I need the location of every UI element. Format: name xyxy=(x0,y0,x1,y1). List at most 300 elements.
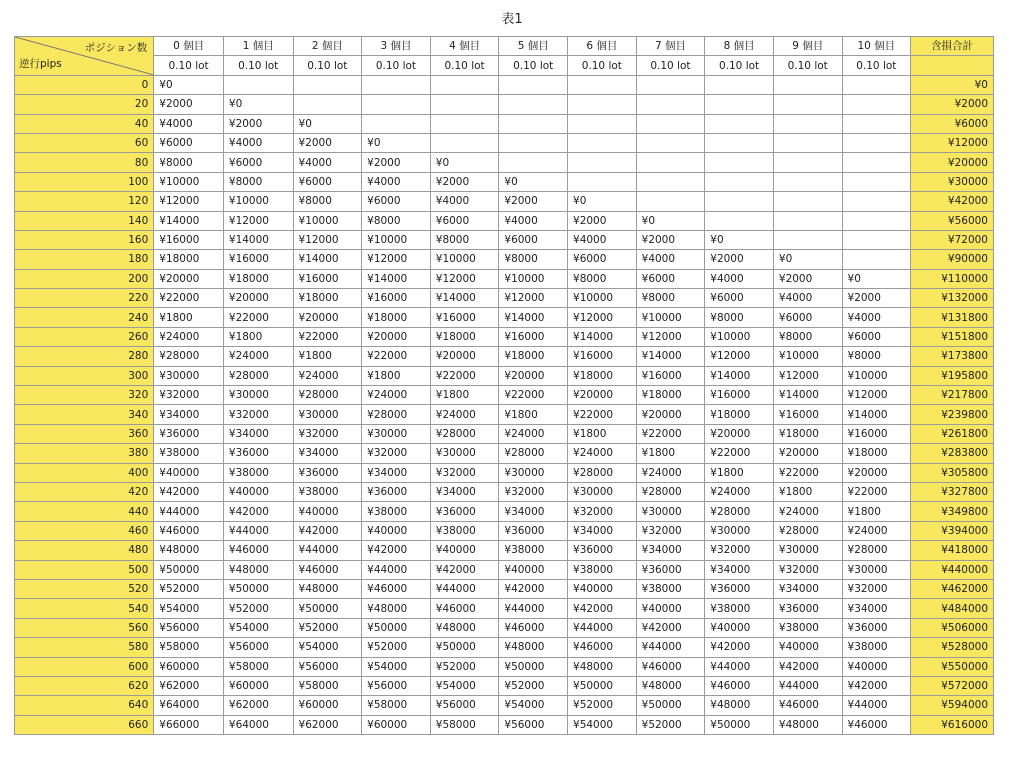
loss-cell: ¥4000 xyxy=(568,230,637,249)
loss-cell: ¥44000 xyxy=(362,560,431,579)
loss-cell: ¥0 xyxy=(430,153,499,172)
pips-cell: 480 xyxy=(15,541,154,560)
loss-cell: ¥46000 xyxy=(362,579,431,598)
loss-cell: ¥24000 xyxy=(430,405,499,424)
loss-cell xyxy=(773,172,842,191)
loss-cell: ¥12000 xyxy=(362,250,431,269)
table-row xyxy=(15,676,994,695)
loss-cell: ¥16000 xyxy=(705,386,774,405)
loss-cell: ¥0 xyxy=(223,95,293,114)
loss-cell: ¥58000 xyxy=(362,696,431,715)
loss-cell: ¥24000 xyxy=(842,521,911,540)
loss-cell: ¥22000 xyxy=(773,463,842,482)
table-row xyxy=(15,424,994,443)
loss-cell xyxy=(636,172,705,191)
loss-cell: ¥20000 xyxy=(223,289,293,308)
loss-cell: ¥18000 xyxy=(705,405,774,424)
loss-cell: ¥14000 xyxy=(568,327,637,346)
loss-cell: ¥56000 xyxy=(223,638,293,657)
loss-cell: ¥4000 xyxy=(223,133,293,152)
loss-cell: ¥12000 xyxy=(636,327,705,346)
table-row xyxy=(15,541,994,560)
table-row xyxy=(15,153,994,172)
table-row xyxy=(15,95,994,114)
loss-cell: ¥52000 xyxy=(293,618,362,637)
table-row xyxy=(15,133,994,152)
loss-cell xyxy=(773,211,842,230)
loss-cell: ¥8000 xyxy=(499,250,568,269)
loss-cell: ¥16000 xyxy=(773,405,842,424)
loss-cell: ¥50000 xyxy=(568,676,637,695)
loss-table xyxy=(14,36,994,735)
loss-cell xyxy=(499,95,568,114)
total-cell: ¥550000 xyxy=(911,657,994,676)
loss-cell: ¥34000 xyxy=(842,599,911,618)
loss-cell: ¥4000 xyxy=(293,153,362,172)
loss-cell xyxy=(362,75,431,94)
loss-cell: ¥16000 xyxy=(223,250,293,269)
table-row xyxy=(15,269,994,288)
loss-cell: ¥44000 xyxy=(154,502,224,521)
total-cell: ¥195800 xyxy=(911,366,994,385)
total-cell: ¥30000 xyxy=(911,172,994,191)
loss-cell xyxy=(293,75,362,94)
table-row xyxy=(15,230,994,249)
loss-cell: ¥32000 xyxy=(705,541,774,560)
loss-cell: ¥14000 xyxy=(773,386,842,405)
loss-cell: ¥44000 xyxy=(773,676,842,695)
loss-cell: ¥62000 xyxy=(293,715,362,734)
table-row xyxy=(15,482,994,501)
loss-cell: ¥30000 xyxy=(293,405,362,424)
loss-cell: ¥30000 xyxy=(430,444,499,463)
loss-cell xyxy=(705,133,774,152)
loss-cell: ¥52000 xyxy=(362,638,431,657)
loss-cell: ¥60000 xyxy=(362,715,431,734)
total-cell: ¥462000 xyxy=(911,579,994,598)
loss-cell: ¥10000 xyxy=(293,211,362,230)
pips-cell: 260 xyxy=(15,327,154,346)
loss-cell: ¥48000 xyxy=(430,618,499,637)
total-cell: ¥394000 xyxy=(911,521,994,540)
loss-cell: ¥6000 xyxy=(842,327,911,346)
loss-cell: ¥44000 xyxy=(293,541,362,560)
loss-cell: ¥30000 xyxy=(223,386,293,405)
loss-cell: ¥2000 xyxy=(636,230,705,249)
total-cell: ¥132000 xyxy=(911,289,994,308)
loss-cell: ¥20000 xyxy=(705,424,774,443)
table-title: 表1 xyxy=(501,12,523,27)
loss-cell: ¥56000 xyxy=(499,715,568,734)
lot-size-cell: 0.10 lot xyxy=(362,56,431,75)
total-cell: ¥173800 xyxy=(911,347,994,366)
loss-cell: ¥1800 xyxy=(636,444,705,463)
loss-cell: ¥14000 xyxy=(430,289,499,308)
loss-cell: ¥34000 xyxy=(154,405,224,424)
loss-cell: ¥1800 xyxy=(223,327,293,346)
loss-cell: ¥28000 xyxy=(636,482,705,501)
total-cell: ¥90000 xyxy=(911,250,994,269)
loss-cell xyxy=(842,133,911,152)
loss-cell: ¥12000 xyxy=(154,192,224,211)
loss-cell: ¥4000 xyxy=(154,114,224,133)
pips-cell: 400 xyxy=(15,463,154,482)
loss-cell: ¥18000 xyxy=(154,250,224,269)
loss-cell: ¥0 xyxy=(154,75,224,94)
table-row xyxy=(15,560,994,579)
loss-cell: ¥58000 xyxy=(293,676,362,695)
loss-cell: ¥28000 xyxy=(842,541,911,560)
total-cell: ¥616000 xyxy=(911,715,994,734)
loss-cell: ¥54000 xyxy=(568,715,637,734)
loss-cell: ¥8000 xyxy=(362,211,431,230)
loss-cell: ¥58000 xyxy=(430,715,499,734)
loss-cell: ¥8000 xyxy=(223,172,293,191)
total-cell: ¥110000 xyxy=(911,269,994,288)
loss-cell: ¥44000 xyxy=(223,521,293,540)
lot-size-cell: 0.10 lot xyxy=(430,56,499,75)
loss-cell: ¥44000 xyxy=(499,599,568,618)
loss-cell: ¥0 xyxy=(842,269,911,288)
loss-cell: ¥14000 xyxy=(842,405,911,424)
position-header: 9 個目 xyxy=(773,37,842,56)
loss-cell xyxy=(499,75,568,94)
loss-cell: ¥58000 xyxy=(154,638,224,657)
loss-cell: ¥38000 xyxy=(705,599,774,618)
loss-cell: ¥42000 xyxy=(636,618,705,637)
loss-cell: ¥52000 xyxy=(499,676,568,695)
loss-cell: ¥34000 xyxy=(499,502,568,521)
loss-cell xyxy=(842,211,911,230)
loss-cell: ¥4000 xyxy=(705,269,774,288)
loss-cell xyxy=(362,114,431,133)
loss-cell: ¥0 xyxy=(773,250,842,269)
loss-cell xyxy=(636,153,705,172)
table-row xyxy=(15,327,994,346)
loss-cell: ¥8000 xyxy=(842,347,911,366)
loss-cell: ¥10000 xyxy=(362,230,431,249)
pips-cell: 640 xyxy=(15,696,154,715)
loss-cell: ¥38000 xyxy=(773,618,842,637)
loss-cell: ¥30000 xyxy=(154,366,224,385)
pips-cell: 500 xyxy=(15,560,154,579)
loss-cell: ¥40000 xyxy=(293,502,362,521)
loss-cell: ¥52000 xyxy=(636,715,705,734)
loss-cell: ¥30000 xyxy=(568,482,637,501)
loss-cell: ¥32000 xyxy=(568,502,637,521)
position-header: 0 個目 xyxy=(154,37,224,56)
lot-size-cell: 0.10 lot xyxy=(293,56,362,75)
loss-cell: ¥48000 xyxy=(773,715,842,734)
pips-cell: 240 xyxy=(15,308,154,327)
loss-cell: ¥12000 xyxy=(293,230,362,249)
loss-cell: ¥48000 xyxy=(568,657,637,676)
loss-cell xyxy=(773,230,842,249)
loss-cell: ¥28000 xyxy=(773,521,842,540)
loss-cell: ¥2000 xyxy=(430,172,499,191)
loss-cell: ¥20000 xyxy=(362,327,431,346)
loss-cell: ¥40000 xyxy=(362,521,431,540)
position-header: 2 個目 xyxy=(293,37,362,56)
loss-cell: ¥18000 xyxy=(773,424,842,443)
loss-cell xyxy=(568,172,637,191)
loss-cell: ¥36000 xyxy=(499,521,568,540)
position-header: 3 個目 xyxy=(362,37,431,56)
loss-cell: ¥8000 xyxy=(568,269,637,288)
total-cell: ¥56000 xyxy=(911,211,994,230)
loss-cell xyxy=(499,153,568,172)
loss-cell: ¥28000 xyxy=(705,502,774,521)
loss-cell: ¥46000 xyxy=(154,521,224,540)
total-cell: ¥594000 xyxy=(911,696,994,715)
loss-cell: ¥14000 xyxy=(293,250,362,269)
loss-cell: ¥12000 xyxy=(568,308,637,327)
pips-cell: 160 xyxy=(15,230,154,249)
loss-cell: ¥24000 xyxy=(773,502,842,521)
loss-cell: ¥10000 xyxy=(773,347,842,366)
loss-cell: ¥16000 xyxy=(362,289,431,308)
loss-cell: ¥56000 xyxy=(362,676,431,695)
loss-cell: ¥4000 xyxy=(636,250,705,269)
loss-cell: ¥1800 xyxy=(842,502,911,521)
loss-cell: ¥46000 xyxy=(705,676,774,695)
loss-cell: ¥48000 xyxy=(223,560,293,579)
pips-cell: 600 xyxy=(15,657,154,676)
loss-cell: ¥38000 xyxy=(154,444,224,463)
loss-cell: ¥6000 xyxy=(430,211,499,230)
loss-cell: ¥50000 xyxy=(293,599,362,618)
loss-cell xyxy=(223,75,293,94)
loss-cell: ¥4000 xyxy=(430,192,499,211)
loss-cell: ¥60000 xyxy=(293,696,362,715)
loss-cell: ¥22000 xyxy=(154,289,224,308)
loss-cell: ¥50000 xyxy=(636,696,705,715)
loss-cell: ¥40000 xyxy=(568,579,637,598)
total-cell: ¥572000 xyxy=(911,676,994,695)
loss-cell: ¥0 xyxy=(362,133,431,152)
loss-cell: ¥14000 xyxy=(223,230,293,249)
loss-cell: ¥4000 xyxy=(842,308,911,327)
loss-cell: ¥22000 xyxy=(499,386,568,405)
total-cell: ¥305800 xyxy=(911,463,994,482)
total-cell: ¥484000 xyxy=(911,599,994,618)
loss-cell: ¥24000 xyxy=(568,444,637,463)
loss-cell: ¥38000 xyxy=(636,579,705,598)
table-row xyxy=(15,172,994,191)
loss-cell: ¥36000 xyxy=(362,482,431,501)
corner-label-pips: 逆行pips xyxy=(19,57,62,70)
loss-cell: ¥32000 xyxy=(430,463,499,482)
loss-cell: ¥50000 xyxy=(499,657,568,676)
position-header: 1 個目 xyxy=(223,37,293,56)
loss-cell: ¥0 xyxy=(499,172,568,191)
loss-cell: ¥10000 xyxy=(636,308,705,327)
loss-cell: ¥38000 xyxy=(430,521,499,540)
total-cell: ¥72000 xyxy=(911,230,994,249)
loss-cell: ¥60000 xyxy=(154,657,224,676)
loss-cell: ¥42000 xyxy=(705,638,774,657)
loss-cell: ¥22000 xyxy=(842,482,911,501)
position-header: 4 個目 xyxy=(430,37,499,56)
loss-cell: ¥32000 xyxy=(499,482,568,501)
loss-cell: ¥8000 xyxy=(293,192,362,211)
loss-cell: ¥6000 xyxy=(362,192,431,211)
loss-cell xyxy=(842,250,911,269)
loss-cell: ¥36000 xyxy=(223,444,293,463)
loss-cell: ¥22000 xyxy=(636,424,705,443)
loss-cell: ¥42000 xyxy=(430,560,499,579)
loss-cell: ¥48000 xyxy=(499,638,568,657)
loss-cell: ¥40000 xyxy=(842,657,911,676)
loss-cell: ¥66000 xyxy=(154,715,224,734)
pips-cell: 520 xyxy=(15,579,154,598)
pips-cell: 540 xyxy=(15,599,154,618)
loss-cell: ¥52000 xyxy=(223,599,293,618)
loss-cell: ¥40000 xyxy=(636,599,705,618)
loss-cell xyxy=(773,75,842,94)
loss-cell: ¥32000 xyxy=(293,424,362,443)
loss-cell: ¥30000 xyxy=(842,560,911,579)
lot-size-cell: 0.10 lot xyxy=(499,56,568,75)
table-row xyxy=(15,405,994,424)
loss-cell: ¥48000 xyxy=(362,599,431,618)
loss-cell: ¥28000 xyxy=(223,366,293,385)
pips-cell: 380 xyxy=(15,444,154,463)
loss-cell: ¥18000 xyxy=(568,366,637,385)
loss-cell: ¥1800 xyxy=(499,405,568,424)
loss-cell: ¥62000 xyxy=(154,676,224,695)
loss-cell: ¥32000 xyxy=(223,405,293,424)
loss-cell: ¥30000 xyxy=(636,502,705,521)
loss-cell: ¥36000 xyxy=(430,502,499,521)
loss-cell: ¥12000 xyxy=(499,289,568,308)
loss-cell: ¥36000 xyxy=(154,424,224,443)
total-cell: ¥6000 xyxy=(911,114,994,133)
loss-cell: ¥24000 xyxy=(705,482,774,501)
loss-cell: ¥44000 xyxy=(430,579,499,598)
loss-cell: ¥36000 xyxy=(773,599,842,618)
loss-cell: ¥36000 xyxy=(293,463,362,482)
loss-cell: ¥22000 xyxy=(362,347,431,366)
loss-cell: ¥8000 xyxy=(773,327,842,346)
loss-cell xyxy=(568,75,637,94)
loss-cell: ¥20000 xyxy=(154,269,224,288)
total-cell: ¥440000 xyxy=(911,560,994,579)
table-row xyxy=(15,250,994,269)
loss-cell: ¥0 xyxy=(293,114,362,133)
loss-cell: ¥12000 xyxy=(773,366,842,385)
loss-cell: ¥32000 xyxy=(636,521,705,540)
table-row xyxy=(15,657,994,676)
loss-cell: ¥42000 xyxy=(499,579,568,598)
loss-cell: ¥18000 xyxy=(636,386,705,405)
pips-cell: 560 xyxy=(15,618,154,637)
loss-cell xyxy=(636,114,705,133)
loss-cell: ¥10000 xyxy=(568,289,637,308)
loss-cell: ¥28000 xyxy=(154,347,224,366)
loss-cell: ¥56000 xyxy=(293,657,362,676)
loss-cell: ¥2000 xyxy=(293,133,362,152)
loss-cell: ¥38000 xyxy=(362,502,431,521)
loss-cell: ¥50000 xyxy=(154,560,224,579)
loss-cell: ¥8000 xyxy=(430,230,499,249)
table-row xyxy=(15,638,994,657)
pips-cell: 320 xyxy=(15,386,154,405)
loss-cell: ¥34000 xyxy=(773,579,842,598)
loss-cell xyxy=(362,95,431,114)
loss-cell: ¥20000 xyxy=(430,347,499,366)
loss-cell: ¥14000 xyxy=(705,366,774,385)
pips-cell: 0 xyxy=(15,75,154,94)
pips-cell: 620 xyxy=(15,676,154,695)
loss-cell: ¥42000 xyxy=(842,676,911,695)
loss-cell: ¥28000 xyxy=(499,444,568,463)
loss-cell: ¥10000 xyxy=(430,250,499,269)
loss-cell: ¥10000 xyxy=(223,192,293,211)
total-cell: ¥261800 xyxy=(911,424,994,443)
loss-cell: ¥16000 xyxy=(293,269,362,288)
loss-cell: ¥54000 xyxy=(223,618,293,637)
total-cell: ¥528000 xyxy=(911,638,994,657)
loss-cell xyxy=(568,95,637,114)
loss-cell: ¥8000 xyxy=(154,153,224,172)
loss-cell: ¥16000 xyxy=(154,230,224,249)
loss-cell: ¥42000 xyxy=(293,521,362,540)
loss-cell: ¥6000 xyxy=(223,153,293,172)
pips-cell: 80 xyxy=(15,153,154,172)
loss-cell: ¥46000 xyxy=(568,638,637,657)
pips-cell: 460 xyxy=(15,521,154,540)
loss-cell: ¥0 xyxy=(705,230,774,249)
position-header: 7 個目 xyxy=(636,37,705,56)
loss-cell: ¥20000 xyxy=(773,444,842,463)
loss-cell: ¥12000 xyxy=(705,347,774,366)
table-row xyxy=(15,289,994,308)
loss-cell: ¥44000 xyxy=(568,618,637,637)
loss-cell: ¥30000 xyxy=(705,521,774,540)
position-header: 8 個目 xyxy=(705,37,774,56)
loss-cell: ¥46000 xyxy=(430,599,499,618)
loss-cell: ¥46000 xyxy=(636,657,705,676)
loss-cell: ¥18000 xyxy=(842,444,911,463)
pips-cell: 20 xyxy=(15,95,154,114)
loss-cell xyxy=(705,211,774,230)
pips-cell: 440 xyxy=(15,502,154,521)
lot-size-cell: 0.10 lot xyxy=(636,56,705,75)
loss-cell: ¥52000 xyxy=(568,696,637,715)
lot-size-cell: 0.10 lot xyxy=(842,56,911,75)
loss-cell: ¥42000 xyxy=(154,482,224,501)
loss-cell xyxy=(842,114,911,133)
loss-cell: ¥34000 xyxy=(223,424,293,443)
loss-cell: ¥16000 xyxy=(842,424,911,443)
loss-cell: ¥28000 xyxy=(293,386,362,405)
loss-cell: ¥44000 xyxy=(636,638,705,657)
loss-cell: ¥24000 xyxy=(362,386,431,405)
loss-cell: ¥64000 xyxy=(154,696,224,715)
table-row xyxy=(15,502,994,521)
position-header: 10 個目 xyxy=(842,37,911,56)
total-cell: ¥349800 xyxy=(911,502,994,521)
total-cell: ¥151800 xyxy=(911,327,994,346)
loss-cell xyxy=(842,75,911,94)
loss-cell: ¥40000 xyxy=(223,482,293,501)
table-row xyxy=(15,75,994,94)
loss-cell: ¥40000 xyxy=(499,560,568,579)
loss-cell xyxy=(705,192,774,211)
loss-cell xyxy=(293,95,362,114)
pips-cell: 120 xyxy=(15,192,154,211)
